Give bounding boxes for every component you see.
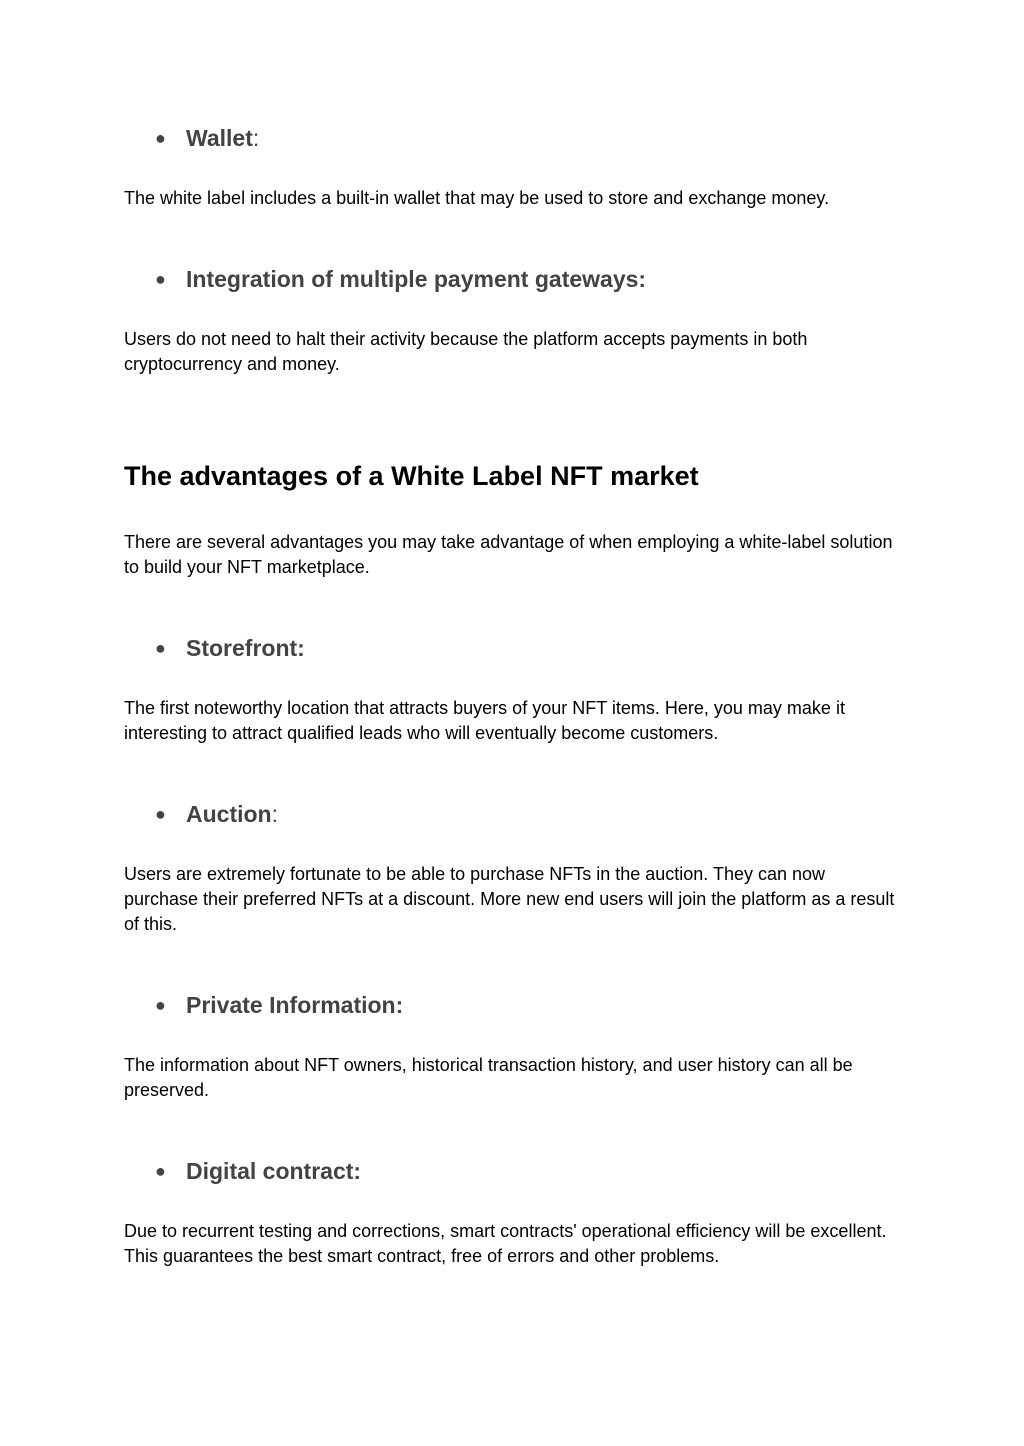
heading-suffix: : [252, 125, 260, 151]
heading-text: Private Information: [186, 992, 404, 1018]
bullet-heading-storefront [155, 634, 305, 662]
paragraph-wallet: The white label includes a built-in wallet that may be used to store and exchange money. [124, 188, 830, 208]
heading-text: Digital contract: [186, 1158, 362, 1184]
bullet-heading-payment-gateways [155, 265, 646, 293]
section-intro: There are several advantages you may take advantage of when employing a white-label solution to build your NFT marketplace. [124, 532, 893, 577]
bullet-heading-private-information [155, 991, 403, 1019]
bullet-heading-wallet [155, 124, 259, 152]
bullet-icon: ● [155, 1161, 166, 1181]
bullet-icon: ● [155, 995, 166, 1015]
section-title: The advantages of a White Label NFT market [124, 461, 699, 491]
paragraph-digital-contract: Due to recurrent testing and corrections, smart contracts' operational efficiency will be excellent. This guarantees the best smart contract, free of errors and other problems. [124, 1221, 887, 1266]
bullet-icon: ● [155, 128, 166, 148]
paragraph-payment-gateways: Users do not need to halt their activity because the platform accepts payments in both cryptocurrency and money. [124, 329, 808, 374]
heading-text: Storefront: [186, 635, 305, 661]
heading-suffix: : [271, 801, 278, 827]
bullet-heading-auction [155, 800, 278, 828]
paragraph-storefront: The first noteworthy location that attracts buyers of your NFT items. Here, you may make it interesting to attract qualified leads who will eventually become customers. [124, 698, 845, 743]
bullet-heading-digital-contract [155, 1157, 361, 1185]
heading-text: Auction [186, 801, 272, 827]
heading-text: Integration of multiple payment gateways: [186, 266, 647, 292]
bullet-icon: ● [155, 269, 166, 289]
paragraph-auction: Users are extremely fortunate to be able to purchase NFTs in the auction. They can now purchase their preferred NFTs at a discount. More new end users will join the platform as a result of this. [124, 864, 895, 934]
bullet-icon: ● [155, 638, 166, 658]
bullet-icon: ● [155, 804, 166, 824]
heading-text: Wallet [186, 125, 253, 151]
paragraph-private-information: The information about NFT owners, historical transaction history, and user history can all be preserved. [124, 1055, 853, 1100]
